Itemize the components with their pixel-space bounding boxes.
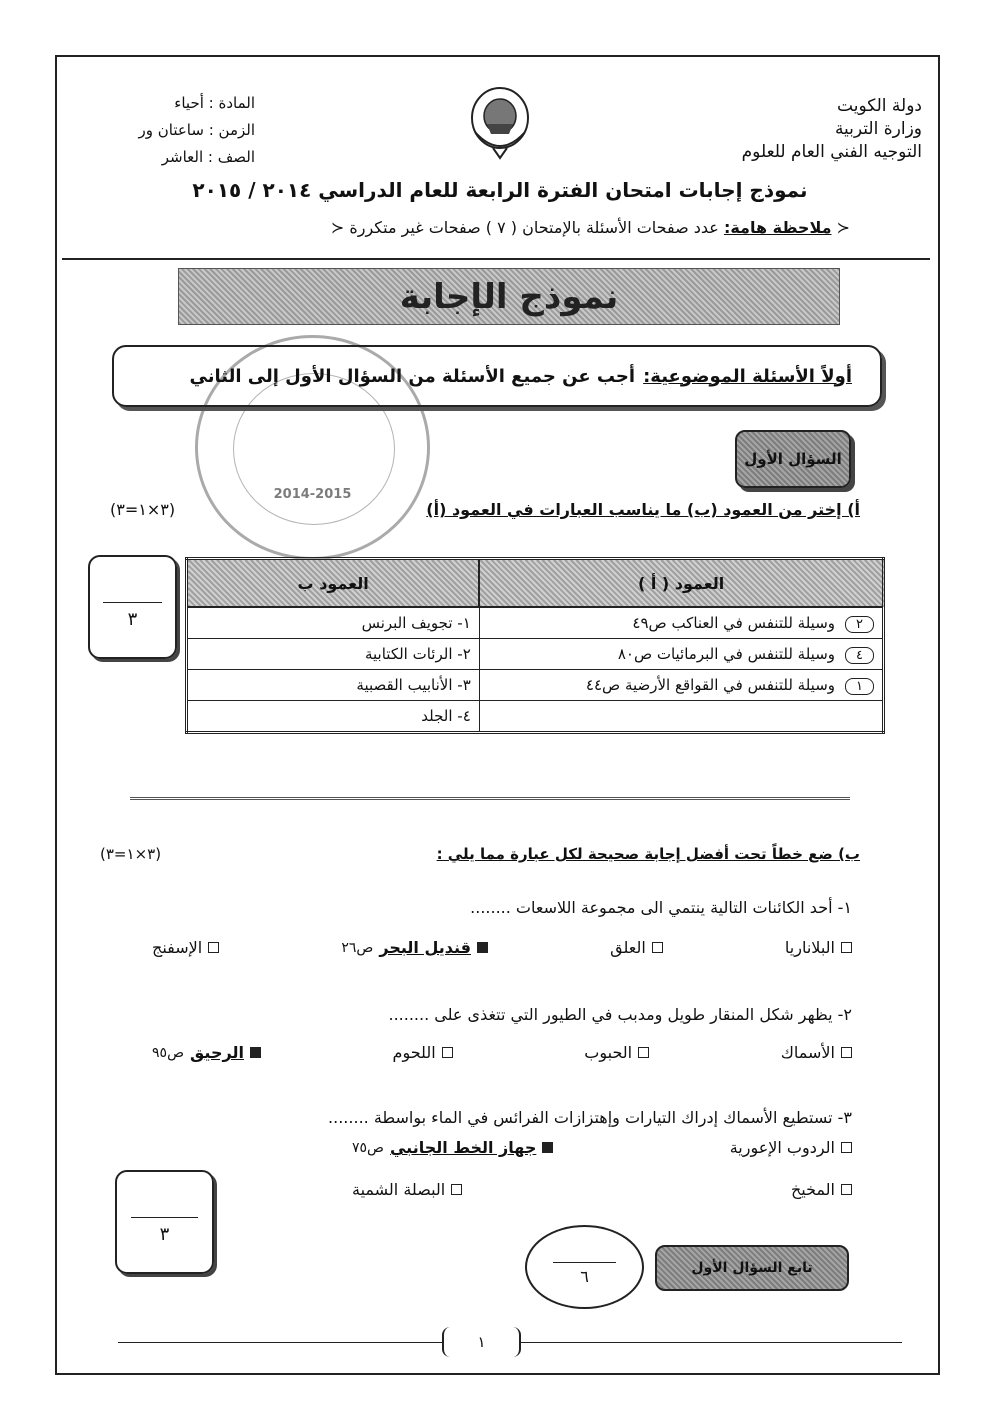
part-b-instruction bbox=[100, 845, 860, 863]
mcq-question-2: ٢- يظهر شكل المنقار طويل ومدبب في الطيور التي تتغذى على ........ bbox=[388, 1005, 852, 1024]
answer-number: ٤ bbox=[845, 647, 874, 664]
column-a-cell: ٢وسيلة للتنفس في العناكب ص٤٩ bbox=[479, 607, 883, 639]
option[interactable]: البصلة الشمية bbox=[352, 1180, 462, 1199]
option-selected[interactable]: جهاز الخط الجانبي ص٧٥ bbox=[352, 1138, 553, 1157]
mcq-question-1: ١- أحد الكائنات التالية ينتمي الى مجموعة اللاسعات ........ bbox=[470, 898, 852, 917]
score-value: ٣ bbox=[127, 609, 138, 630]
column-b-cell: ٤- الجلد bbox=[187, 701, 480, 733]
table-row bbox=[187, 670, 884, 701]
section-label: أولاً الأسئلة الموضوعية: bbox=[643, 365, 852, 387]
stamp-year: 2014-2015 bbox=[273, 487, 352, 502]
score-box-part-b bbox=[115, 1170, 214, 1274]
checkbox-icon bbox=[208, 942, 219, 953]
checkbox-icon bbox=[841, 942, 852, 953]
answer-number: ٢ bbox=[845, 616, 874, 633]
checkbox-icon bbox=[638, 1047, 649, 1058]
option[interactable]: الردوب الإعورية bbox=[730, 1138, 852, 1157]
part-a-marks: (٣×١=٣) bbox=[110, 500, 176, 519]
matching-table bbox=[185, 557, 885, 734]
option[interactable]: العلق bbox=[610, 938, 663, 957]
column-b-cell: ١- تجويف البرنس bbox=[187, 607, 480, 639]
column-a-header: العمود ( أ ) bbox=[479, 559, 883, 608]
mcq-question-3: ٣- تستطيع الأسماك إدراك التيارات وإهتزازات الفرائس في الماء بواسطة ........ bbox=[328, 1108, 852, 1127]
score-value: ٣ bbox=[159, 1224, 170, 1245]
option[interactable]: الإسفنج bbox=[152, 938, 219, 957]
note-text: عدد صفحات الأسئلة بالإمتحان ( ٧ ) صفحات غير متكررة bbox=[349, 218, 719, 237]
header-line: دولة الكويت bbox=[837, 96, 922, 116]
part-a-label: أ) إختر من العمود (ب) ما يناسب العبارات في العمود (أ) bbox=[426, 500, 860, 519]
checkbox-checked-icon bbox=[250, 1047, 261, 1058]
page-reference: ص٢٦ bbox=[341, 939, 374, 956]
checkbox-icon bbox=[841, 1047, 852, 1058]
total-score-oval bbox=[525, 1225, 644, 1309]
note-arrow-icon: ≺ bbox=[836, 218, 850, 237]
note-label: ملاحظة هامة: bbox=[723, 218, 832, 237]
checkbox-checked-icon bbox=[542, 1142, 553, 1153]
table-row bbox=[187, 607, 884, 639]
checkbox-icon bbox=[841, 1142, 852, 1153]
option-selected[interactable]: قنديل البحر ص٢٦ bbox=[341, 938, 488, 957]
score-line bbox=[103, 602, 163, 603]
column-b-cell: ٢- الرئات الكتابية bbox=[187, 639, 480, 670]
page-reference: ص٧٥ bbox=[352, 1139, 384, 1156]
option[interactable]: المخيخ bbox=[791, 1180, 852, 1199]
column-b-header: العمود ب bbox=[187, 559, 480, 608]
page-reference: ص٩٥ bbox=[152, 1044, 184, 1061]
grade-label: الصف : العاشر bbox=[161, 148, 255, 166]
option[interactable]: الأسماك bbox=[781, 1043, 852, 1062]
table-row bbox=[187, 639, 884, 670]
mcq-options-2 bbox=[152, 1043, 852, 1062]
divider bbox=[62, 258, 930, 260]
question-continued-badge: تابع السؤال الأول bbox=[655, 1245, 849, 1291]
header-line: التوجيه الفني العام للعلوم bbox=[741, 142, 922, 162]
section-divider bbox=[130, 797, 850, 800]
column-a-cell: ١وسيلة للتنفس في القواقع الأرضية ص٤٤ bbox=[479, 670, 883, 701]
mcq-options-3a bbox=[352, 1138, 852, 1157]
part-a-instruction bbox=[110, 500, 860, 519]
option[interactable]: الحبوب bbox=[584, 1043, 649, 1062]
score-line bbox=[131, 1217, 198, 1218]
section-heading bbox=[112, 345, 882, 407]
header-ministry bbox=[742, 95, 922, 164]
column-a-cell: ٤وسيلة للتنفس في البرمائيات ص٨٠ bbox=[479, 639, 883, 670]
kuwait-emblem-icon bbox=[465, 82, 535, 160]
part-b-marks: (٣×١=٣) bbox=[100, 845, 162, 863]
note-arrow-icon: ≺ bbox=[330, 218, 345, 237]
mcq-options-1 bbox=[152, 938, 852, 957]
part-b-label: ب) ضع خطاً تحت أفضل إجابة صحيحة لكل عبارة مما يلي : bbox=[436, 845, 860, 863]
total-score-value: ٦ bbox=[580, 1267, 589, 1286]
option-selected[interactable]: الرحيق ص٩٥ bbox=[152, 1043, 261, 1062]
subject-label: المادة : أحياء bbox=[174, 94, 255, 112]
score-box-part-a bbox=[88, 555, 177, 659]
option[interactable]: اللحوم bbox=[393, 1043, 453, 1062]
column-b-cell: ٣- الأنابيب القصبية bbox=[187, 670, 480, 701]
answer-key-banner: نموذج الإجابة bbox=[178, 268, 840, 325]
time-label: الزمن : ساعتان ور bbox=[138, 121, 255, 139]
page-number: ١ bbox=[442, 1327, 521, 1357]
checkbox-checked-icon bbox=[477, 942, 488, 953]
header-exam-info bbox=[85, 90, 255, 171]
table-row bbox=[187, 701, 884, 733]
column-a-cell bbox=[479, 701, 883, 733]
score-line bbox=[553, 1262, 616, 1263]
important-note bbox=[150, 218, 850, 237]
question-one-badge: السؤال الأول bbox=[735, 430, 851, 488]
checkbox-icon bbox=[451, 1184, 462, 1195]
page-title: نموذج إجابات امتحان الفترة الرابعة للعام الدراسي ٢٠١٤ / ٢٠١٥ bbox=[192, 178, 808, 202]
checkbox-icon bbox=[442, 1047, 453, 1058]
section-instruction: أجب عن جميع الأسئلة من السؤال الأول إلى الثاني bbox=[189, 365, 636, 387]
mcq-options-3b bbox=[352, 1180, 852, 1199]
checkbox-icon bbox=[841, 1184, 852, 1195]
answer-number: ١ bbox=[845, 678, 874, 695]
header-line: وزارة التربية bbox=[834, 119, 922, 139]
checkbox-icon bbox=[652, 942, 663, 953]
option[interactable]: البلاناريا bbox=[785, 938, 852, 957]
